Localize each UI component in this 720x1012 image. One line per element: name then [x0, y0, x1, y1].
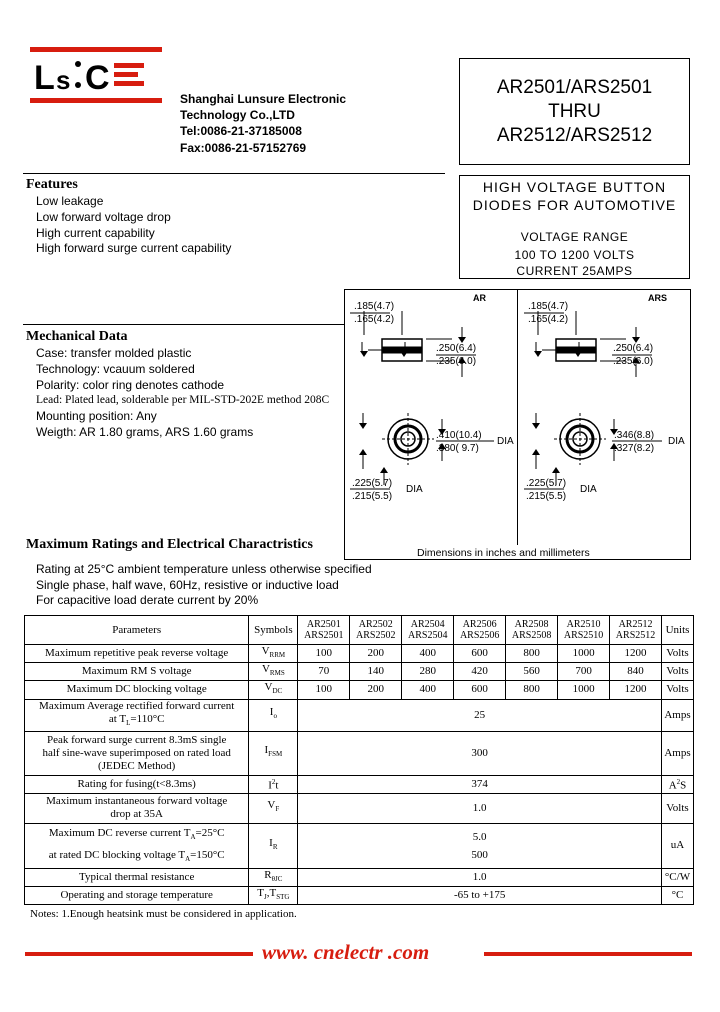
dim-value: .185(4.7): [528, 301, 569, 312]
param-cell: Maximum repetitive peak reverse voltage: [25, 645, 249, 663]
symbol-cell: $V_{RRM}$: [249, 645, 298, 663]
ars-dim-thickness: [528, 300, 568, 326]
table-row: [25, 868, 694, 886]
table-row: [25, 793, 694, 823]
part-title-line1: AR2501/ARS2501: [496, 77, 653, 98]
header-model: AR2512 ARS2512: [610, 616, 662, 645]
company-fax: Fax:0086-21-57152769: [180, 140, 307, 155]
list-item: Low leakage: [36, 194, 104, 208]
company-tel: Tel:0086-21-37185008: [180, 124, 302, 139]
table-row: [25, 663, 694, 681]
desc-line4: 100 TO 1200 VOLTS: [514, 248, 635, 262]
dim-value: .235(6.0): [436, 356, 477, 367]
header-model: AR2504 ARS2504: [402, 616, 454, 645]
list-item: Technology: vcauum soldered: [36, 361, 195, 376]
symbol-cell: $T_J,T_{STG}$: [249, 887, 298, 905]
value-cell: 1.0: [298, 868, 662, 886]
ar-dim-width: [436, 342, 476, 368]
features-heading: Features: [26, 177, 78, 192]
symbol-cell: $V_{DC}$: [249, 681, 298, 699]
header-symbols: Symbols: [249, 616, 298, 645]
value-cell: 600: [454, 681, 506, 699]
dim-value: .225(5.7): [526, 478, 567, 489]
mechanical-heading: Mechanical Data: [26, 329, 128, 344]
list-item: High current capability: [36, 225, 155, 240]
ars-dim-outer-dia: [614, 429, 654, 455]
param-cell: Maximum DC blocking voltage: [25, 681, 249, 699]
table-header-row: [25, 616, 694, 645]
list-item: Weigth: AR 1.80 grams, ARS 1.60 grams: [36, 424, 254, 439]
dim-value: .346(8.8): [614, 430, 655, 441]
list-item: Polarity: color ring denotes cathode: [36, 377, 225, 392]
unit-cell: Volts: [662, 645, 694, 663]
list-item: Case: transfer molded plastic: [36, 346, 192, 360]
ratings-notes: [36, 562, 372, 609]
value-cell: 1200: [610, 645, 662, 663]
footer-url[interactable]: www. cnelectr .com: [262, 940, 430, 964]
param-cell: Operating and storage temperature: [25, 887, 249, 905]
ars-label-text: ARS: [648, 293, 668, 303]
ar-label-text: AR: [473, 293, 486, 303]
rating-line: Rating at 25°C ambient temperature unless otherwise specified: [36, 562, 372, 576]
dim-value: .410(10.4): [436, 430, 482, 441]
header-parameters: Parameters: [25, 616, 249, 645]
value-cell: 1000: [558, 645, 610, 663]
param-cell: Peak forward surge current 8.3mS single half sine-wave superimposed on rated load (JEDEC Method): [25, 731, 249, 775]
features-list: [36, 194, 231, 257]
list-item: High forward surge current capability: [36, 241, 232, 256]
svg-text:L: L: [34, 59, 55, 97]
unit-cell: °C: [662, 887, 694, 905]
dim-value: .380( 9.7): [436, 443, 479, 454]
value-cell: -65 to +175: [298, 887, 662, 905]
dimension-caption: Dimensions in inches and millimeters: [417, 547, 590, 559]
header-model: AR2510 ARS2510: [558, 616, 610, 645]
param-cell: Maximum Average rectified forward current at $T_L=110^\circ C$: [25, 699, 249, 731]
symbol-cell: $I_o$: [249, 699, 298, 731]
header-model: AR2501 ARS2501: [298, 616, 350, 645]
value-cell: 420: [454, 663, 506, 681]
ar-dim-inner-dia: [352, 477, 392, 503]
value-cell: 1000: [558, 681, 610, 699]
part-title-box: [459, 58, 690, 165]
value-cell: 25: [298, 699, 662, 731]
ars-dia-label-2: DIA: [580, 484, 597, 495]
ar-dia-label: DIA: [497, 436, 514, 447]
list-item: Mounting position: Any: [36, 409, 157, 424]
value-cell: 400: [402, 645, 454, 663]
unit-cell: Amps: [662, 731, 694, 775]
rating-line: Single phase, half wave, 60Hz, resistive or inductive load: [36, 577, 339, 592]
table-row: [25, 887, 694, 905]
company-name-2: Technology Co.,LTD: [180, 108, 295, 123]
unit-cell: uA: [662, 823, 694, 868]
svg-text:s: s: [56, 65, 71, 95]
value-cell: 840: [610, 663, 662, 681]
dim-value: .185(4.7): [354, 301, 395, 312]
symbol-cell: $V_{RMS}$: [249, 663, 298, 681]
company-logo: [30, 47, 162, 103]
company-name-1: Shanghai Lunsure Electronic: [180, 92, 347, 106]
unit-cell: Volts: [662, 681, 694, 699]
value-cell: 200: [350, 681, 402, 699]
value-cell: 560: [506, 663, 558, 681]
ratings-heading: Maximum Ratings and Electrical Charactristics: [26, 537, 313, 552]
value-cell: 70: [298, 663, 350, 681]
param-cell: Typical thermal resistance: [25, 868, 249, 886]
divider: [23, 324, 345, 325]
table-row: [25, 699, 694, 731]
dim-value: .215(5.5): [526, 491, 567, 502]
ar-dim-thickness: [354, 300, 394, 326]
ars-dim-width: [613, 342, 653, 368]
desc-line2: DIODES FOR AUTOMOTIVE: [472, 197, 677, 213]
table-row: [25, 731, 694, 775]
dim-value: .235(6.0): [613, 356, 654, 367]
value-cell: 700: [558, 663, 610, 681]
dim-value: .225(5.7): [352, 478, 393, 489]
param-cell: Maximum DC reverse current $T_A=25^\circ C$ at rated DC blocking voltage $T_A=150^\circ C$: [25, 823, 249, 868]
footer-bar-right: [484, 952, 692, 956]
header-units: Units: [662, 616, 694, 645]
header-model: AR2508 ARS2508: [506, 616, 558, 645]
header-model: AR2506 ARS2506: [454, 616, 506, 645]
divider: [23, 173, 445, 174]
notes: Notes: 1.Enough heatsink must be considered in application.: [30, 908, 297, 920]
mechanical-list: [36, 346, 344, 441]
dim-value: .165(4.2): [354, 314, 395, 325]
value-cell: 400: [402, 681, 454, 699]
unit-cell: Volts: [662, 663, 694, 681]
dim-value: .250(6.4): [613, 343, 654, 354]
param-cell: Maximum RM S voltage: [25, 663, 249, 681]
value-cell: 1200: [610, 681, 662, 699]
value-cell: 200: [350, 645, 402, 663]
value-cell: 100: [298, 681, 350, 699]
dimension-drawing: [344, 289, 691, 560]
company-info: [180, 91, 346, 156]
value-cell: 280: [402, 663, 454, 681]
desc-line1: HIGH VOLTAGE BUTTON: [482, 179, 667, 195]
rating-line: For capacitive load derate current by 20%: [36, 593, 259, 607]
ars-dim-inner-dia: [526, 477, 566, 503]
svg-text:C: C: [85, 59, 110, 97]
footer-bar-left: [25, 952, 253, 956]
list-item: Lead: Plated lead, solderable per MIL-STD-202E method 208C: [36, 394, 330, 407]
value-cell: 100: [298, 645, 350, 663]
table-row: [25, 645, 694, 663]
symbol-cell: $V_F$: [249, 793, 298, 823]
value-cell: 800: [506, 681, 558, 699]
dim-value: .215(5.5): [352, 491, 393, 502]
dim-value: .250(6.4): [436, 343, 477, 354]
table-row: [25, 681, 694, 699]
desc-line5: CURRENT 25AMPS: [516, 264, 633, 278]
unit-cell: Volts: [662, 793, 694, 823]
symbol-cell: $R_{\theta JC}$: [249, 868, 298, 886]
part-title-line2: THRU: [548, 101, 601, 122]
unit-cell: °C/W: [662, 868, 694, 886]
symbol-cell: $I_R$: [249, 823, 298, 868]
dim-value: .165(4.2): [528, 314, 569, 325]
table-row: [25, 823, 694, 868]
value-cell: 800: [506, 645, 558, 663]
dim-value: .327(8.2): [614, 443, 655, 454]
param-cell: Maximum instantaneous forward voltage drop at 35A: [25, 793, 249, 823]
value-cell: 300: [298, 731, 662, 775]
value-cell: 1.0: [298, 793, 662, 823]
ar-dim-outer-dia: [436, 429, 482, 455]
description-box: [459, 175, 690, 279]
desc-line3: VOLTAGE RANGE: [520, 230, 629, 244]
header-model: AR2502 ARS2502: [350, 616, 402, 645]
unit-cell: Amps: [662, 699, 694, 731]
ratings-table: [24, 615, 694, 905]
value-cell: 5.0 500: [298, 823, 662, 868]
value-cell: 374: [298, 775, 662, 793]
ar-dia-label-2: DIA: [406, 484, 423, 495]
value-cell: 600: [454, 645, 506, 663]
table-row: [25, 775, 694, 793]
param-cell: Rating for fusing(t<8.3ms): [25, 775, 249, 793]
part-title-line3: AR2512/ARS2512: [496, 125, 653, 146]
unit-cell: $A^2S$: [662, 775, 694, 793]
value-cell: 140: [350, 663, 402, 681]
list-item: Low forward voltage drop: [36, 209, 171, 224]
ars-dia-label: DIA: [668, 436, 685, 447]
symbol-cell: $I_{FSM}$: [249, 731, 298, 775]
symbol-cell: $I^2t$: [249, 775, 298, 793]
